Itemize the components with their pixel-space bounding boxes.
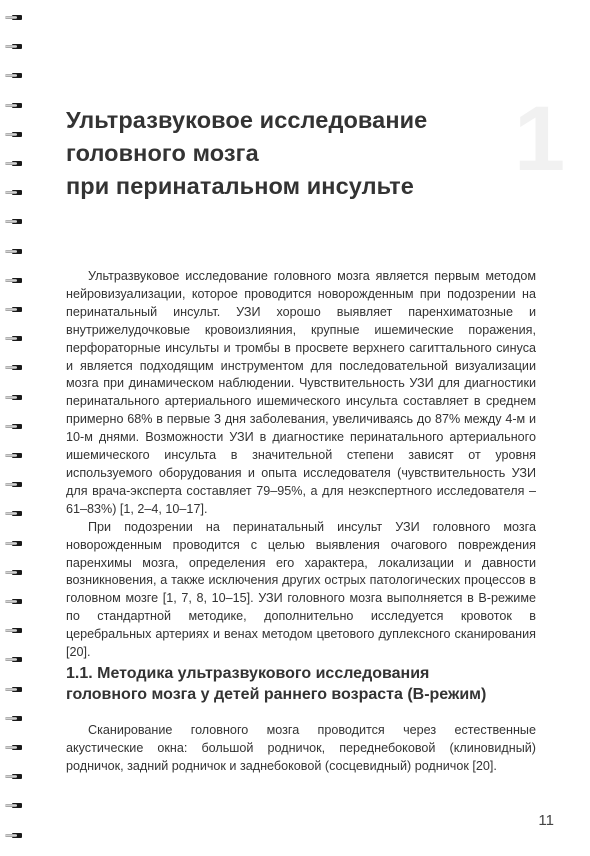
binding-ring [5,14,23,21]
binding-ring [5,277,23,284]
binding-ring [5,598,23,605]
paragraph: Сканирование головного мозга проводится через естественные акустические окна: большой родничок, переднебоковой (клиновидный) родничок, задний родничок и заднебоковой (сосцевидный) родничок [20]. [66,723,536,773]
binding-ring [5,744,23,751]
binding-ring [5,481,23,488]
binding-ring [5,364,23,371]
binding-ring [5,394,23,401]
binding-ring [5,72,23,79]
binding-ring [5,715,23,722]
paragraph: При подозрении на перинатальный инсульт УЗИ головного мозга новорожденным проводится с целью выявления очагового повреждения паренхимы мозга, определения его характера, локализации и давности возникновения, а также исключения других острых патологических процессов в головном мозге [1, 7, 8, 10–15]. УЗИ головного мозга выполняется в В-режиме по стандартной методике, дополнительно исследуется кровоток в церебральных артериях и венах методом цветового дуплексного сканирования [20]. [66,519,536,660]
spiral-binding [0,0,30,856]
binding-ring [5,773,23,780]
chapter-title-line: при перинатальном инсульте [66,173,414,199]
chapter-title-line: головного мозга [66,140,259,166]
binding-ring [5,335,23,342]
binding-ring [5,569,23,576]
binding-ring [5,656,23,663]
binding-ring [5,627,23,634]
binding-ring [5,423,23,430]
binding-ring [5,452,23,459]
binding-ring [5,248,23,255]
chapter-number-watermark: 1 [514,88,566,190]
binding-ring [5,306,23,313]
paragraph: Ультразвуковое исследование головного мозга является первым методом нейровизуализации, которое проводится новорожденным при подозрении на перинатальный инсульт. УЗИ хорошо выявляет паренхиматозные и внутрижелудочковые кровоизлияния, крупные ишемические поражения, перфораторные инсульты и тромбы в просвете верхнего сагиттального синуса и является подходящим инструментом для последовательной визуализации мозга при динамическом наблюдении. Чувствительность УЗИ для диагностики перинатального артериального ишемического инсульта составляет в среднем примерно 68% в первые 3 дня заболевания, увеличиваясь до 87% между 4-м и 10-м днями. Возможности УЗИ в диагностике перинатального артериального ишемического инсульта в значительной степени зависят от уровня используемого оборудования и опыта исследователя (чувствительность УЗИ для врача-эксперта составляет 79–95%, а для неэкспертного исследователя – 61–83%) [1, 2–4, 10–17]. [66,269,536,516]
binding-ring [5,43,23,50]
binding-ring [5,189,23,196]
binding-ring [5,686,23,693]
binding-ring [5,218,23,225]
chapter-title [66,104,506,203]
section-text [66,722,536,776]
intro-text [66,268,536,662]
section-heading-line: головного мозга у детей раннего возраста (В-режим) [66,686,487,703]
binding-ring [5,802,23,809]
binding-ring [5,160,23,167]
page-number: 11 [538,812,554,829]
binding-ring [5,131,23,138]
binding-ring [5,540,23,547]
binding-ring [5,510,23,517]
chapter-title-line: Ультразвуковое исследование [66,107,428,133]
binding-ring [5,832,23,839]
section-heading-line: 1.1. Методика ультразвукового исследования [66,665,430,682]
binding-ring [5,102,23,109]
section-heading [66,663,536,705]
